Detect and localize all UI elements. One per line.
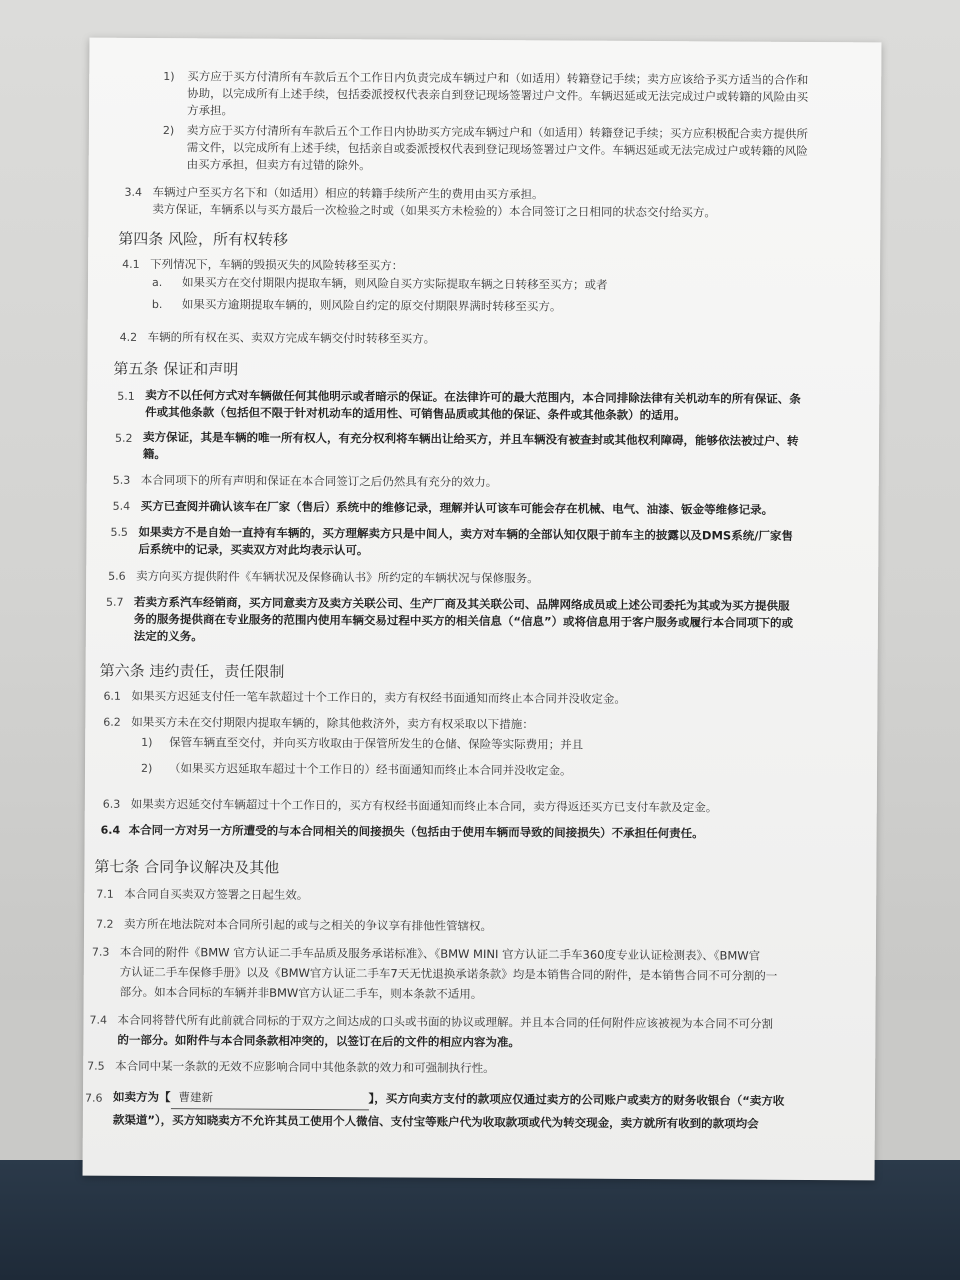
text-line: 车辆过户至买方名下和（如适用）相应的转籍手续所产生的费用由买方承担。 — [152, 184, 544, 202]
clause-text — [134, 594, 854, 649]
article-heading: 第六条 违约责任，责任限制 — [99, 661, 285, 681]
clause-number: 5.6 — [108, 569, 126, 583]
text-line: 籍。 — [142, 446, 166, 462]
clause-text: 卖方所在地法院对本合同所引起的或与之相关的争议享有排他性管辖权。 — [124, 916, 493, 934]
text-line: 卖方保证，车辆系以与买方最后一次检验之时或（如果买方未检验的）本合同签订之日相同的状态交付给买方。 — [152, 201, 716, 220]
text-line: 需文件，以完成所有上述手续，包括亲自或委派授权代表到登记现场签署过户文件。车辆迟延或无法完成过户或转籍的风险 — [186, 140, 808, 158]
clause-number: 6.4 — [100, 823, 121, 837]
clause-number: 7.3 — [91, 945, 110, 959]
clause-number: 6.2 — [103, 715, 121, 729]
text-line: 的一部分。如附件与本合同条款相冲突的，以签订在后的文件的相应内容为准。 — [117, 1032, 520, 1050]
clause-number: 7.4 — [89, 1013, 108, 1027]
article-heading: 第五条 保证和声明 — [113, 359, 239, 379]
clause-number: 7.5 — [87, 1059, 105, 1073]
text-line: 由买方承担，但卖方有过错的除外。 — [186, 157, 371, 173]
clause-text: 卖方向买方提供附件《车辆状况及保修确认书》所约定的车辆状况与保修服务。 — [136, 568, 539, 586]
clause-text — [152, 184, 832, 222]
clause-number: 5.2 — [114, 431, 133, 445]
clause-text: 如果买方未在交付期限内提取车辆的，除其他救济外，卖方有权采取以下措施： — [131, 714, 534, 732]
clause-number: 1) — [141, 735, 153, 749]
clause-number: 1) — [163, 70, 175, 84]
text-line: 买方应于买方付清所有车款后五个工作日内负责完成车辆过户和（如适用）转籍登记手续；卖方应该给予买方适当的合作和 — [187, 69, 809, 87]
clause-number: 5.4 — [112, 499, 131, 513]
clause-text: 本合同项下的所有声明和保证在本合同签订之后仍然具有充分的效力。 — [140, 472, 498, 490]
text-line: 卖方保证，其是车辆的唯一所有权人，有充分权利将车辆出让给买方，并且车辆没有被查封或其他权利障碍，能够依法被过户、转 — [143, 429, 799, 448]
clause-number: 7.2 — [96, 917, 114, 931]
clause-number: 5.1 — [117, 389, 135, 403]
clause-text: 如果买方逾期提取车辆的，则风险自约定的原交付期限界满时转移至买方。 — [181, 297, 562, 314]
text-fragment: 如卖方为【 — [112, 1089, 171, 1105]
clause-text — [138, 524, 848, 562]
clause-number: 3.4 — [124, 185, 143, 199]
clause-number: 5.5 — [110, 525, 129, 539]
clause-number: 7.1 — [96, 887, 114, 901]
article-heading: 第四条 风险，所有权转移 — [118, 229, 289, 249]
clause-text: 保管车辆直至交付，并向买方收取由于保管所发生的仓储、保险等实际费用；并且 — [169, 735, 584, 752]
text-line: 务的服务提供商在专业服务的范围内使用车辆交易过程中买方的相关信息（“信息”）或将信息用于客户服务或履行本合同项下的或 — [133, 611, 794, 630]
text-line: 款渠道”），买方知晓卖方不允许其员工使用个人微信、支付宝等账户代为收取款项或代为转交现金，卖方就所有收到的款项均会 — [112, 1112, 759, 1131]
text-line: 法定的义务。 — [133, 628, 203, 644]
text-line: 如果卖方不是自始一直持有车辆的，买方理解卖方只是中间人，卖方对车辆的全部认知仅限于前车主的披露以及DMS系统/厂家售 — [138, 524, 793, 543]
clause-number: 6.3 — [102, 797, 121, 811]
text-fragment: 】，买方向卖方支付的款项应仅通过卖方的公司账户或卖方的财务收银台（“卖方收 — [368, 1091, 785, 1108]
clause-number: b. — [151, 297, 163, 312]
clause-text — [145, 387, 845, 425]
text-line: 本合同的附件《BMW 官方认证二手车品质及服务承诺标准》、《BMW MINI 官方认证二手车360度专业认证检测表》、《BMW官 — [119, 944, 761, 963]
text-line: 方承担。 — [186, 103, 234, 118]
text-line: 若卖方系汽车经销商，买方同意卖方及卖方关联公司、生产厂商及其关联公司、品牌网络成员或上述公司委托为其或为买方提供服 — [133, 594, 790, 613]
clause-number: 2) — [140, 761, 153, 775]
text-line: 方认证二手车保修手册》以及《BMW官方认证二手车7天无忧退换承诺条款》均是本销售合同的附件，是本销售合同不可分割的一 — [119, 964, 778, 983]
clause-text: 如果买方在交付期限内提取车辆，则风险自买方实际提取车辆之日转移至买方；或者 — [181, 275, 608, 292]
clause-text — [117, 1010, 857, 1055]
clause-number: 2) — [162, 124, 175, 138]
clause-text: 下列情况下，车辆的毁损灭失的风险转移至买方： — [150, 256, 404, 273]
clause-text: 如果卖方迟延交付车辆超过十个工作日的，买方有权经书面通知而终止本合同，卖方得返还买方已支付车款及定金。 — [130, 796, 718, 815]
text-line: 协助，以完成所有上述手续，包括委派授权代表亲自到登记现场签署过户文件。车辆迟延或无法完成过户或转籍的风险由买 — [187, 86, 809, 104]
text-line: 部分。如本合同标的车辆并非BMW官方认证二手车，则本条款不适用。 — [119, 984, 483, 1002]
text-line: 本合同将替代所有此前就合同标的于双方之间达成的口头或书面的协议或理解。并且本合同的任何附件应该被视为本合同不可分割 — [117, 1012, 774, 1031]
clause-number: 5.7 — [105, 595, 124, 609]
seller-name-field[interactable]: 曹建新 — [170, 1086, 368, 1110]
clause-text: 本合同中某一条款的无效不应影响合同中其他条款的效力和可强制执行性。 — [115, 1058, 495, 1076]
clause-text: 本合同一方对另一方所遭受的与本合同相关的间接损失（包括由于使用车辆而导致的间接损失）不承担任何责任。 — [128, 822, 704, 841]
clause-text: （如果买方迟延取车超过十个工作日的）经书面通知而终止本合同并没收定金。 — [168, 761, 572, 778]
clause-text: 如果买方迟延支付任一笔车款超过十个工作日的，卖方有权经书面通知而终止本合同并没收定金。 — [131, 688, 626, 706]
contract-page — [83, 38, 882, 1181]
clause-text — [187, 122, 847, 177]
text-line: 卖方应于买方付清所有车款后五个工作日内协助买方完成车辆过户和（如适用）转籍登记手续；买方应积极配合卖方提供所 — [186, 123, 808, 141]
clause-number: 6.1 — [103, 689, 121, 703]
clause-number: 5.3 — [112, 473, 131, 487]
text-line: 后系统中的记录，买卖双方对此均表示认可。 — [138, 541, 369, 558]
clause-text: 车辆的所有权在买、卖双方完成车辆交付时转移至买方。 — [147, 329, 436, 346]
text-line: 件或其他条款（包括但不限于针对机动车的适用性、可销售品质或其他的保证、条件或其他条款）的适用。 — [145, 404, 686, 423]
text-line: 卖方不以任何方式对车辆做任何其他明示或者暗示的保证。在法律许可的最大范围内，本合同排除法律有关机动车的所有保证、条 — [145, 387, 801, 406]
clause-text: 本合同自买卖双方签署之日起生效。 — [124, 886, 309, 902]
clause-number: a. — [151, 275, 163, 290]
clause-number: 7.6 — [84, 1091, 103, 1105]
clause-text — [143, 429, 843, 467]
clause-text — [120, 942, 860, 1007]
clause-text — [187, 68, 847, 123]
article-heading: 第七条 合同争议解决及其他 — [94, 857, 280, 877]
clause-number: 4.2 — [119, 330, 138, 344]
clause-number: 4.1 — [122, 257, 140, 271]
clause-text: 买方已查阅并确认该车在厂家（售后）系统中的维修记录，理解并认可该车可能会存在机械、电气、油漆、钣金等维修记录。 — [140, 498, 774, 517]
clause-text — [113, 1086, 863, 1136]
